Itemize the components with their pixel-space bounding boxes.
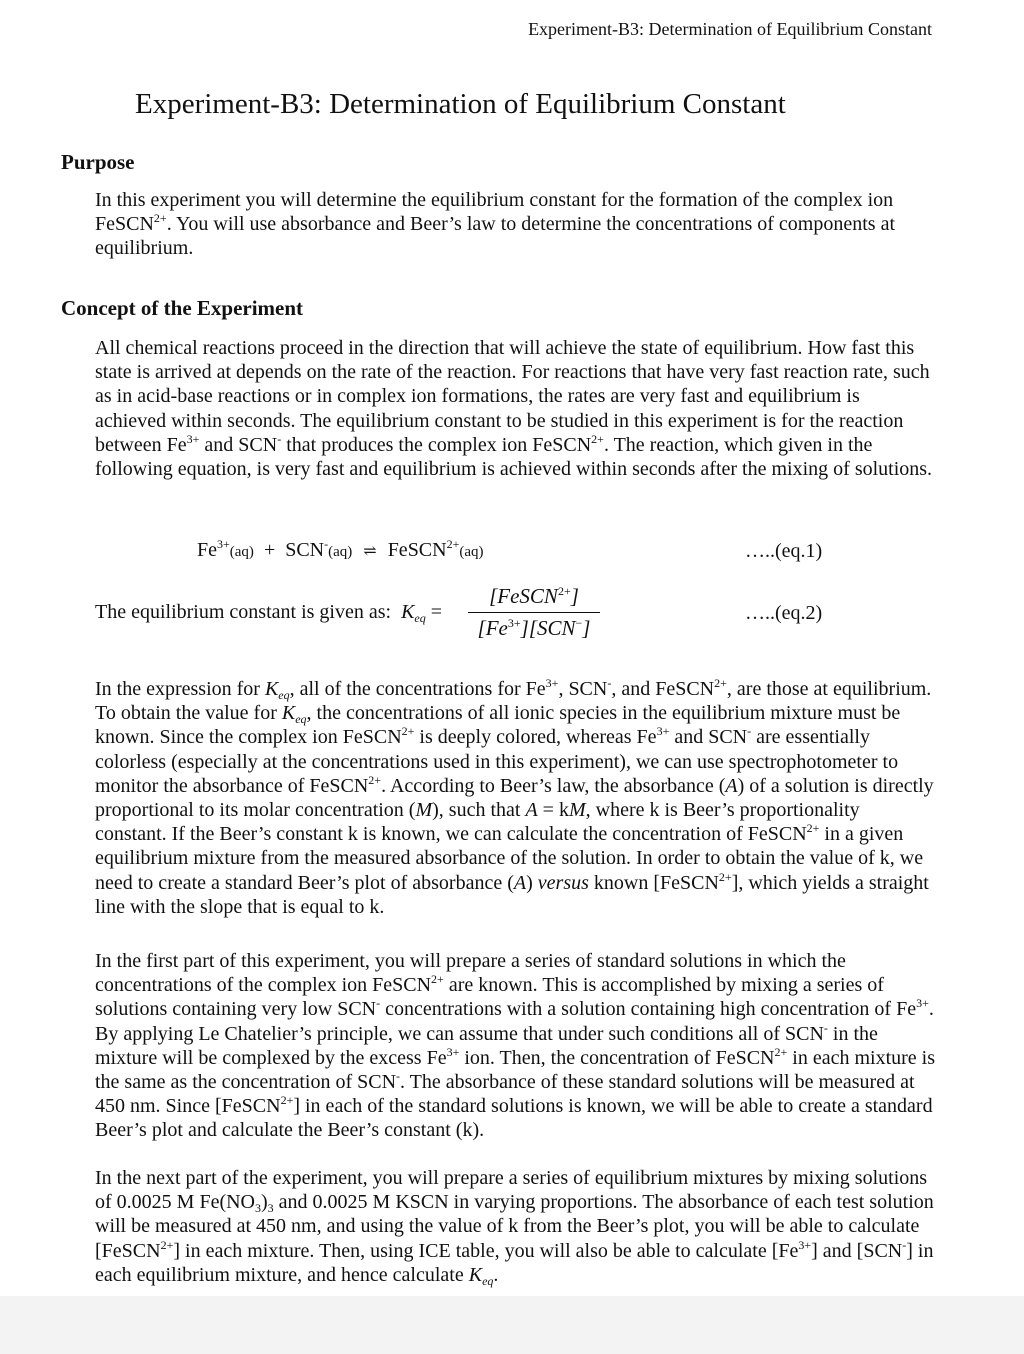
- running-header: Experiment-B3: Determination of Equilibrium Constant: [528, 19, 932, 39]
- keq-explanation-paragraph: In the expression for $K_{eq}$, all of the concentrations for $Fe^{3+}$, SCN-, and FeSCN$^{2+}$, are those at equilibrium. To obtain the value for $K_{eq}$, the concentrations of all ionic species in the equilibrium mixture must be known. Since the complex ion FeSCN$^{2+}$ is deeply colored, whereas $Fe^{3+}$ and SCN- are essentially colorless (especially at the concentrations used in this experiment), we can use spectrophotometer to monitor the absorbance of FeSCN$^{2+}$. According to Beer’s law, the absorbance (A) of a solution is directly proportional to its molar concentration (M), such that A = kM, where k is Beer’s proportionality constant. If the Beer’s constant k is known, we can calculate the concentration of FeSCN$^{2+}$ in a given equilibrium mixture from the measured absorbance of the solution. In order to obtain the value of k, we need to create a standard Beer’s plot of absorbance (A) versus known [FeSCN$^{2+}$], which yields a straight line with the slope that is equal to k.: [95, 676, 934, 918]
- concept-heading: Concept of the Experiment: [61, 296, 304, 320]
- equilibrium-mixtures-paragraph: In the next part of the experiment, you will prepare a series of equilibrium mixtures by mixing solutions of 0.0025 M $Fe(NO_3)_3$ and 0.0025 M KSCN in varying proportions. The absorbance of each test solution will be measured at 450 nm, and using the value of k from the Beer’s plot, you will be able to calculate [FeSCN$^{2+}$] in each mixture. Then, using ICE table, you will also be able to calculate $[Fe^{3+}]$ and [SCN-] in each equilibrium mixture, and hence calculate $K_{eq}$.: [95, 1167, 934, 1288]
- equation-2-ref: …..(eq.2): [745, 602, 823, 624]
- equation-1-ref: …..(eq.1): [745, 540, 823, 562]
- page-bottom-band: [0, 1296, 1024, 1354]
- page-title: Experiment-B3: Determination of Equilibrium Constant: [135, 88, 786, 120]
- equilibrium-arrows-icon: ⇌: [363, 543, 377, 560]
- fraction-bar: [468, 612, 600, 613]
- standard-solutions-paragraph: In the first part of this experiment, you will prepare a series of standard solutions in which the concentrations of the complex ion FeSCN$^{2+}$ are known. This is accomplished by mixing a series of solutions containing very low SCN- concentrations with a solution containing high concentration of $Fe^{3+}$. By applying Le Chatelier’s principle, we can assume that under such conditions all of SCN- in the mixture will be complexed by the excess $Fe^{3+}$ ion. Then, the concentration of FeSCN$^{2+}$ in each mixture is the same as the concentration of SCN-. The absorbance of these standard solutions will be measured at 450 nm. Since [FeSCN$^{2+}$] in each of the standard solutions is known, we will be able to create a standard Beer’s plot and calculate the Beer’s constant (k).: [95, 950, 936, 1142]
- keq-numerator: [FeSCN$^{2+}$]: [489, 584, 579, 608]
- purpose-heading: Purpose: [61, 150, 135, 174]
- concept-paragraph: All chemical reactions proceed in the direction that will achieve the state of equilibrium. How fast this state is arrived at depends on the rate of the reaction. For reactions that have very fast reaction rate, such as in acid-base reactions or in complex ion formations, the rates are very fast and equilibrium is achieved within seconds. The equilibrium constant to be studied in this experiment is for the reaction between $Fe^{3+}$ and SCN- that produces the complex ion FeSCN$^{2+}$. The reaction, which given in the following equation, is very fast and equilibrium is achieved within seconds after the mixing of solutions.: [95, 337, 933, 481]
- keq-denominator: $[Fe^{3+}][SCN^-]$: [477, 616, 591, 640]
- equation-1: $Fe^{3+}(aq) + SCN^-(aq)$ ⇌ FeSCN$^{2+}$(aq): [197, 537, 484, 561]
- equation-2-intro: The equilibrium constant is given as: $K_{eq}$ =: [95, 601, 443, 625]
- purpose-paragraph: In this experiment you will determine the equilibrium constant for the formation of the complex ion FeSCN$^{2+}$. You will use absorbance and Beer’s law to determine the concentrations of components at equilibrium.: [95, 189, 896, 260]
